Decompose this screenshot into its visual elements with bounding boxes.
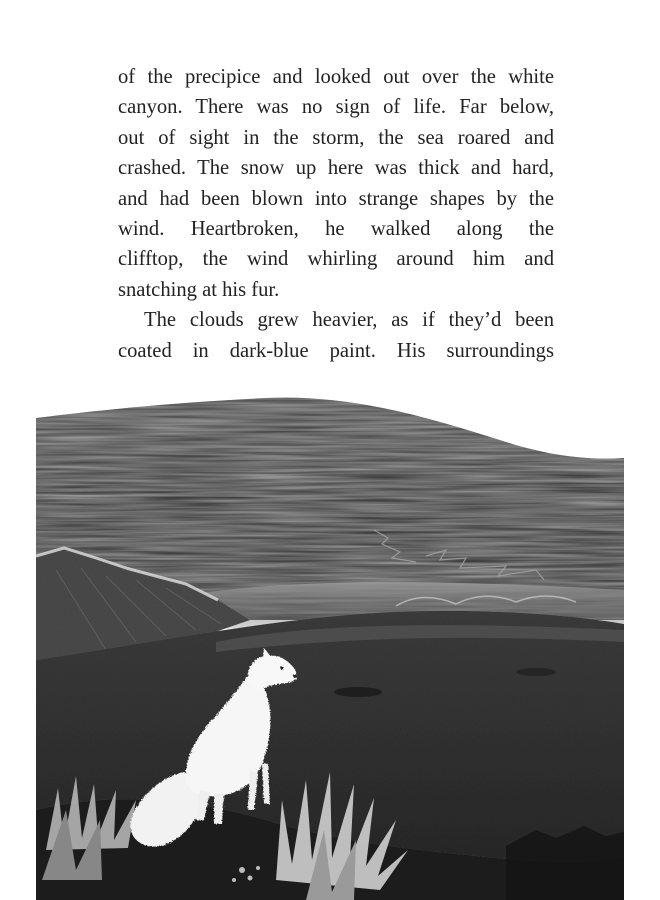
text-line: and had been blown into strange shapes by the (118, 187, 554, 210)
story-text (118, 62, 554, 366)
text-line: The clouds grew heavier, as if they’d been (144, 309, 554, 332)
text-line: wind. Heartbroken, he walked along the (118, 218, 554, 241)
text-line: coated in dark-blue paint. His surroundings (118, 339, 554, 362)
fox-nose (293, 674, 297, 678)
snow-hollow (334, 687, 382, 697)
text-line: out of sight in the storm, the sea roared and (118, 126, 554, 149)
text-line: snatching at his fur. (118, 278, 280, 301)
snow-hollow (516, 668, 556, 676)
fox-eye (280, 666, 283, 669)
text-line: of the precipice and looked out over the white (118, 66, 554, 88)
text-line: clifftop, the wind whirling around him and (118, 248, 554, 271)
arctic-fox-illustration (36, 380, 624, 900)
text-line: crashed. The snow up here was thick and hard, (118, 157, 554, 180)
text-line: canyon. There was no sign of life. Far below, (118, 96, 554, 119)
foreground-rocks (506, 826, 624, 900)
